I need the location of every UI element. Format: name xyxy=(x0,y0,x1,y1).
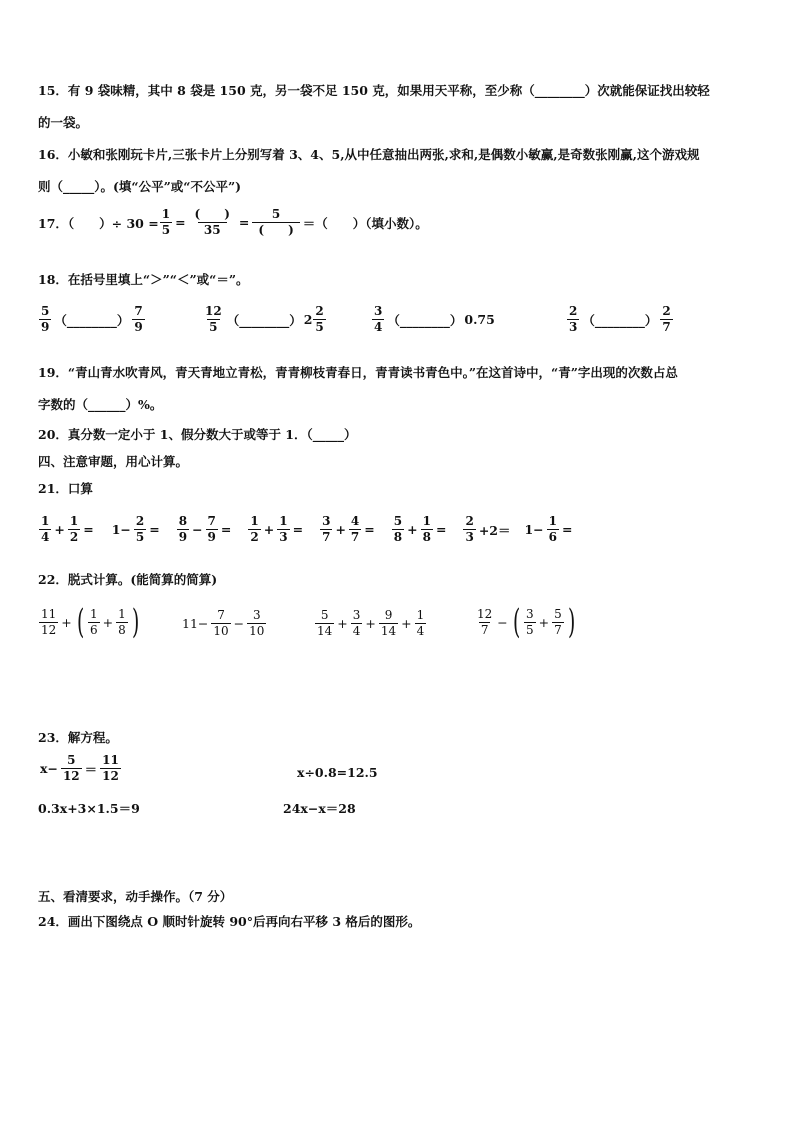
denominator: 5 xyxy=(161,223,171,237)
q17-suffix: ＝（ ）（填小数）。 xyxy=(302,215,428,231)
numerator: 11 xyxy=(102,753,119,767)
operator: + xyxy=(407,522,418,537)
q21-item-6 xyxy=(391,515,449,544)
q17-fraction-2 xyxy=(189,208,236,237)
q21-item-2 xyxy=(110,515,162,544)
q21-item-4 xyxy=(247,515,305,544)
denominator: 6 xyxy=(90,622,98,637)
numerator: 1 xyxy=(41,514,50,528)
q21-title: 21．口算 xyxy=(38,481,93,496)
q22-title: 22．脱式计算。(能简算的简算) xyxy=(38,572,218,587)
q19-line2: 字数的（______）%。 xyxy=(38,397,163,412)
numerator: 1 xyxy=(548,514,558,528)
denominator: 12 xyxy=(41,622,57,637)
numerator: 7 xyxy=(217,608,225,622)
numerator: 2 xyxy=(315,304,324,318)
numerator: 1 xyxy=(416,608,425,622)
mixed-whole: 2 xyxy=(303,312,313,327)
numerator: 1 xyxy=(69,514,79,528)
denominator: 12 xyxy=(102,769,119,783)
denominator: ( ) xyxy=(252,222,299,237)
q24-text: 24．画出下图绕点 O 顺时针旋转 90°后再向右平移 3 格后的图形。 xyxy=(38,914,421,929)
q21-item-8 xyxy=(522,515,574,544)
denominator: 8 xyxy=(118,622,126,637)
q23-equation-4: 24x−x＝28 xyxy=(283,801,356,816)
numerator: 11 xyxy=(41,606,57,621)
equals: = xyxy=(562,522,573,537)
numerator: 5 xyxy=(393,514,403,528)
denominator: 4 xyxy=(352,624,361,638)
denominator: 12 xyxy=(62,769,80,783)
operator: + xyxy=(401,616,412,631)
prefix: x− xyxy=(40,761,58,776)
q17-fraction-1 xyxy=(160,208,172,237)
operator: + xyxy=(365,616,376,631)
operator: + xyxy=(263,522,275,537)
q20-text: 20．真分数一定小于 1、假分数大于或等于 1．（_____） xyxy=(38,427,357,442)
left-paren: ( xyxy=(512,602,521,642)
section5-title: 五、看清要求，动手操作。（7 分） xyxy=(38,889,233,904)
numerator: 5 xyxy=(67,753,76,767)
denominator: 7 xyxy=(350,530,360,544)
denominator: 2 xyxy=(69,530,79,544)
denominator: 7 xyxy=(554,622,562,637)
operator: + xyxy=(335,522,346,537)
denominator: 2 xyxy=(250,530,259,544)
numerator: 2 xyxy=(569,304,578,318)
section4-title: 四、注意审题，用心计算。 xyxy=(38,454,189,469)
compare-blank: （________） xyxy=(226,312,302,328)
operator: + xyxy=(54,522,65,537)
denominator: 7 xyxy=(662,320,671,334)
numerator: ( ) xyxy=(194,207,230,221)
equals: = xyxy=(220,522,232,537)
tail: +2＝ xyxy=(478,522,511,538)
whole-part: 11− xyxy=(182,616,209,631)
numerator: 1 xyxy=(90,606,98,621)
denominator: 3 xyxy=(465,530,474,544)
denominator: 5 xyxy=(135,530,145,544)
numerator: 1 xyxy=(161,207,171,221)
operator: − xyxy=(192,522,203,537)
operator: + xyxy=(102,614,114,630)
denominator: 6 xyxy=(548,530,558,544)
denominator: 3 xyxy=(569,320,578,334)
q21-item-5 xyxy=(319,515,377,544)
denominator: 14 xyxy=(380,624,397,638)
numerator: 3 xyxy=(374,304,383,318)
q17-fraction-3 xyxy=(252,208,299,237)
q18-item-2 xyxy=(202,305,327,334)
equals: = xyxy=(364,522,375,537)
numerator: 12 xyxy=(477,606,493,621)
q21-item-7 xyxy=(462,515,512,544)
numerator: 3 xyxy=(322,514,331,528)
numerator: 3 xyxy=(352,608,361,622)
denominator: 4 xyxy=(374,320,383,334)
q23-equation-2: x÷0.8=12.5 xyxy=(297,765,378,780)
denominator: 10 xyxy=(249,624,265,638)
compare-blank: （________） xyxy=(582,312,658,328)
equals: = xyxy=(435,522,447,537)
denominator: 8 xyxy=(422,530,431,544)
q18-title: 18．在括号里填上“＞”“＜”或“＝”。 xyxy=(38,272,249,287)
denominator: 3 xyxy=(279,530,288,544)
q21-row xyxy=(38,515,575,544)
q21-item-3 xyxy=(176,515,234,544)
q17-equals-1: = xyxy=(175,215,186,230)
numerator: 5 xyxy=(271,207,281,221)
numerator: 3 xyxy=(526,606,534,621)
left-paren: ( xyxy=(76,602,85,642)
denominator: 9 xyxy=(207,530,216,544)
denominator: 7 xyxy=(322,530,331,544)
denominator: 10 xyxy=(213,624,229,638)
numerator: 7 xyxy=(134,304,143,318)
decimal-value: 0.75 xyxy=(464,312,495,327)
operator: + xyxy=(61,614,72,630)
numerator: 5 xyxy=(41,304,50,318)
denominator: 9 xyxy=(134,320,143,334)
numerator: 2 xyxy=(135,514,145,528)
denominator: 5 xyxy=(315,320,324,334)
compare-blank: （________） xyxy=(54,312,130,328)
numerator: 1 xyxy=(279,514,288,528)
q21-item-1 xyxy=(38,515,96,544)
operator: + xyxy=(337,616,348,631)
q16-line1: 16．小敏和张刚玩卡片,三张卡片上分别写着 3、4、5,从中任意抽出两张,求和,是偶数小敏赢,是奇数张刚赢,这个游戏规 xyxy=(38,147,700,162)
denominator: 5 xyxy=(526,622,534,637)
denominator: 14 xyxy=(317,624,333,638)
numerator: 5 xyxy=(320,608,329,622)
q17-prefix: 17．（ ）÷ 30 = xyxy=(38,215,159,231)
q17-equals-2: = xyxy=(238,215,250,230)
numerator: 2 xyxy=(662,304,671,318)
equals: ＝ xyxy=(84,761,98,777)
q23-title: 23．解方程。 xyxy=(38,730,118,745)
q15-line1: 15．有 9 袋味精，其中 8 袋是 150 克，另一袋不足 150 克，如果用天平称，至少称（________）次就能保证找出较轻 xyxy=(38,83,710,98)
numerator: 8 xyxy=(178,514,188,528)
equals: = xyxy=(83,522,94,537)
q18-item-3 xyxy=(371,305,495,334)
equals: = xyxy=(292,522,304,537)
q22-expr-2 xyxy=(180,609,267,638)
q18-item-1 xyxy=(38,305,146,334)
numerator: 5 xyxy=(554,606,562,621)
equals: = xyxy=(149,522,160,537)
q19-line1: 19．“青山青水吹青风，青天青地立青松，青青柳枝青春日，青青读书青色中。”在这首诗中，“青”字出现的次数占总 xyxy=(38,365,678,380)
compare-blank: （________） xyxy=(387,312,463,328)
whole-part: 1− xyxy=(524,522,544,537)
q18-item-4 xyxy=(566,305,674,334)
denominator: 4 xyxy=(41,530,50,544)
denominator: 9 xyxy=(178,530,188,544)
numerator: 1 xyxy=(250,514,259,528)
numerator: 7 xyxy=(207,514,216,528)
q15-line2: 的一袋。 xyxy=(38,115,89,130)
q22-expr-4 xyxy=(474,602,578,642)
operator: − xyxy=(233,616,245,631)
numerator: 12 xyxy=(205,304,222,318)
q23-equation-1 xyxy=(38,754,122,783)
denominator: 9 xyxy=(41,320,50,334)
numerator: 1 xyxy=(118,606,126,621)
denominator: 7 xyxy=(480,622,489,637)
denominator: 35 xyxy=(198,222,227,237)
numerator: 2 xyxy=(465,514,474,528)
operator: + xyxy=(538,614,550,630)
denominator: 5 xyxy=(209,320,218,334)
q22-expr-1 xyxy=(38,602,142,642)
operator: − xyxy=(497,614,508,630)
numerator: 1 xyxy=(422,514,431,528)
numerator: 9 xyxy=(384,608,393,622)
numerator: 4 xyxy=(350,514,360,528)
numerator: 3 xyxy=(252,608,261,622)
right-paren: ) xyxy=(131,602,140,642)
q22-expr-3 xyxy=(314,609,427,638)
q17-question xyxy=(38,208,430,237)
denominator: 4 xyxy=(416,624,425,638)
right-paren: ) xyxy=(567,602,576,642)
q23-equation-3: 0.3x+3×1.5＝9 xyxy=(38,801,140,816)
denominator: 8 xyxy=(393,530,403,544)
whole-part: 1− xyxy=(111,522,131,537)
q16-line2: 则（_____）。(填“公平”或“不公平”) xyxy=(38,179,242,194)
